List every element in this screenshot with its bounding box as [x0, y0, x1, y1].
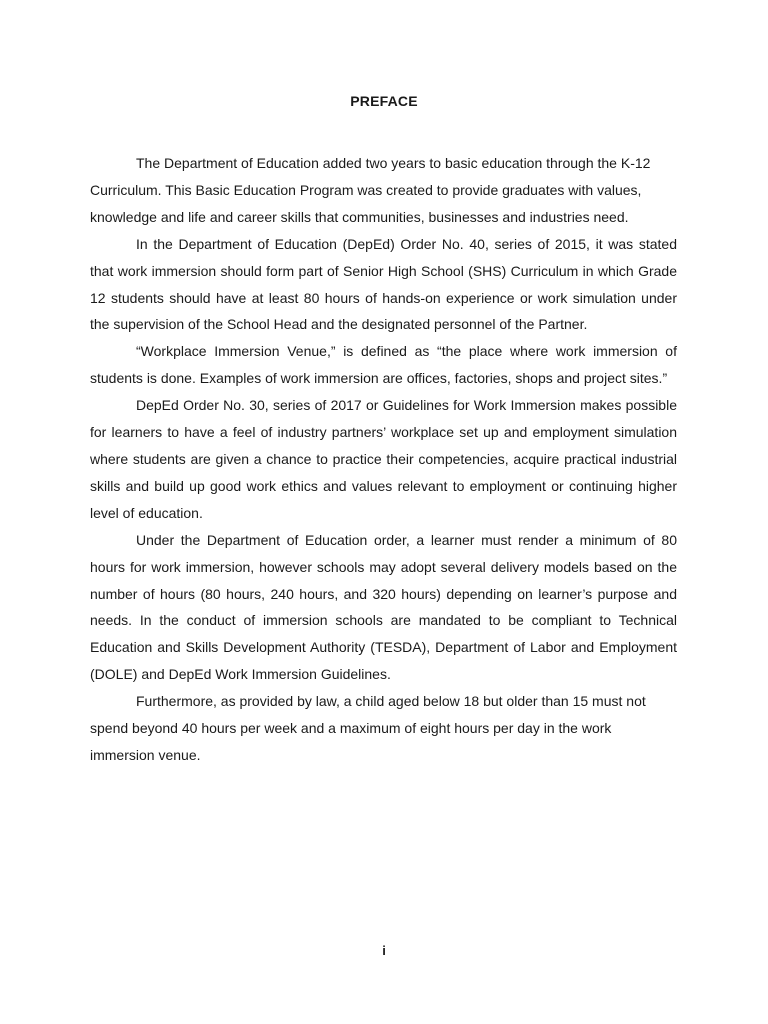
paragraph-4: DepEd Order No. 30, series of 2017 or Guidelines for Work Immersion makes possible for learners to have a feel of industry partners’ workplace set up and employment simulation where students are given a chance to practice their competencies, acquire practical industrial skills and build up good work ethics and values relevant to employment or continuing higher level of education.: [90, 397, 677, 521]
page-title: PREFACE: [350, 93, 418, 109]
paragraph-3: “Workplace Immersion Venue,” is defined as “the place where work immersion of students is done. Examples of work immersion are offices, factories, shops and project sites.”: [90, 343, 677, 387]
paragraph-5: Under the Department of Education order, a learner must render a minimum of 80 hours for work immersion, however schools may adopt several delivery models based on the number of hours (80 hours, 240 hours, and 320 hours) depending on learner’s purpose and needs. In the conduct of immersion schools are mandated to be compliant to Technical Education and Skills Development Authority (TESDA), Department of Labor and Employment (DOLE) and DepEd Work Immersion Guidelines.: [90, 531, 677, 683]
paragraph-6: Furthermore, as provided by law, a child aged below 18 but older than 15 must not spend beyond 40 hours per week and a maximum of eight hours per day in the work immersion venue.: [90, 693, 646, 763]
preface-body: [90, 150, 677, 769]
paragraph-1: The Department of Education added two years to basic education through the K-12 Curriculum. This Basic Education Program was created to provide graduates with values, knowledge and life and career skills that communities, businesses and industries need.: [90, 155, 651, 225]
page-number: i: [382, 943, 386, 958]
paragraph-2: In the Department of Education (DepEd) Order No. 40, series of 2015, it was stated that work immersion should form part of Senior High School (SHS) Curriculum in which Grade 12 students should have at least 80 hours of hands-on experience or work simulation under the supervision of the School Head and the designated personnel of the Partner.: [90, 235, 677, 333]
